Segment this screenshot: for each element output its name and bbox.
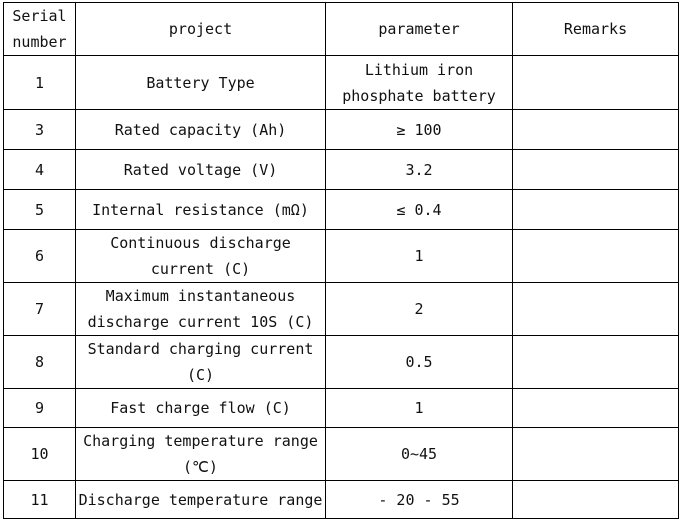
project-cell: Continuous discharge current (C) (76, 230, 326, 283)
parameter-cell: ≥ 100 (326, 110, 513, 150)
parameter-cell: 0~45 (326, 428, 513, 481)
parameter-cell: - 20 - 55 (326, 481, 513, 519)
project-cell: Internal resistance (mΩ) (76, 190, 326, 230)
project-cell: Battery Type (76, 56, 326, 110)
table-row (4, 230, 679, 283)
serial-cell: 6 (4, 230, 76, 283)
serial-cell: 5 (4, 190, 76, 230)
serial-cell: 10 (4, 428, 76, 481)
table-row (4, 150, 679, 190)
parameter-cell: 0.5 (326, 336, 513, 389)
remarks-cell (513, 336, 679, 389)
parameter-cell: Lithium iron phosphate battery (326, 56, 513, 110)
serial-cell: 11 (4, 481, 76, 519)
remarks-cell (513, 56, 679, 110)
table-row (4, 110, 679, 150)
header-remarks: Remarks (513, 3, 679, 56)
serial-cell: 8 (4, 336, 76, 389)
table-row (4, 190, 679, 230)
remarks-cell (513, 110, 679, 150)
parameter-cell: 2 (326, 283, 513, 336)
serial-cell: 4 (4, 150, 76, 190)
project-cell: Discharge temperature range (76, 481, 326, 519)
serial-cell: 3 (4, 110, 76, 150)
parameter-cell: 3.2 (326, 150, 513, 190)
table-row (4, 336, 679, 389)
header-row (4, 3, 679, 56)
header-serial: Serial number (4, 3, 76, 56)
header-parameter: parameter (326, 3, 513, 56)
remarks-cell (513, 150, 679, 190)
table-row (4, 481, 679, 519)
remarks-cell (513, 230, 679, 283)
table-row (4, 56, 679, 110)
project-cell: Rated voltage (V) (76, 150, 326, 190)
project-cell: Rated capacity (Ah) (76, 110, 326, 150)
parameter-cell: ≤ 0.4 (326, 190, 513, 230)
project-cell: Fast charge flow (C) (76, 389, 326, 428)
serial-cell: 9 (4, 389, 76, 428)
remarks-cell (513, 428, 679, 481)
remarks-cell (513, 389, 679, 428)
parameter-cell: 1 (326, 230, 513, 283)
header-project: project (76, 3, 326, 56)
remarks-cell (513, 283, 679, 336)
project-cell: Charging temperature range (℃) (76, 428, 326, 481)
project-cell: Standard charging current (C) (76, 336, 326, 389)
serial-cell: 7 (4, 283, 76, 336)
table-row (4, 389, 679, 428)
spec-table (3, 2, 679, 519)
parameter-cell: 1 (326, 389, 513, 428)
table-row (4, 428, 679, 481)
remarks-cell (513, 190, 679, 230)
project-cell: Maximum instantaneous discharge current 10S (C) (76, 283, 326, 336)
serial-cell: 1 (4, 56, 76, 110)
table-row (4, 283, 679, 336)
remarks-cell (513, 481, 679, 519)
